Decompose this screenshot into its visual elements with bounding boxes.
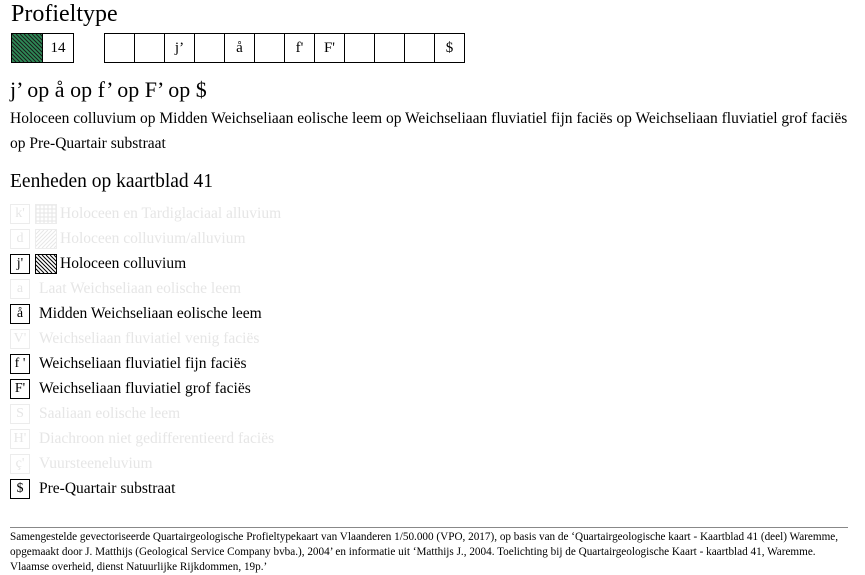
divider [10, 527, 848, 528]
legend-row [10, 326, 281, 351]
legend-row [10, 251, 281, 276]
profile-code-cell: F' [314, 34, 344, 62]
legend-pattern-swatch [35, 229, 57, 249]
units-heading: Eenheden op kaartblad 41 [10, 171, 214, 192]
profile-code-cell: å [224, 34, 254, 62]
legend-code-box: å [10, 304, 30, 324]
profile-description: Holoceen colluvium op Midden Weichseliaan eolische leem op Weichseliaan fluviatiel fijn faciës op Weichseliaan fluviatiel grof faciës op Pre-Quartair substraat [10, 110, 848, 152]
legend-label: Pre-Quartair substraat [39, 479, 176, 497]
legend-pattern-swatch [35, 204, 57, 224]
profile-code-cell: $ [434, 34, 464, 62]
profile-color-swatch [11, 33, 43, 63]
legend-code-box: F' [10, 379, 30, 399]
profile-bar [11, 33, 465, 63]
legend-code-box: d [10, 229, 30, 249]
legend-label: Saaliaan eolische leem [39, 404, 181, 422]
profile-code-cell [105, 34, 134, 62]
legend-row [10, 451, 281, 476]
profile-code-cell: j’ [164, 34, 194, 62]
legend-label: Holoceen en Tardiglaciaal alluvium [60, 204, 282, 222]
legend-code-box: k' [10, 204, 30, 224]
backslash-hatch-icon [36, 255, 56, 273]
legend-row [10, 376, 281, 401]
legend-label: Diachroon niet gedifferentieerd faciës [39, 429, 275, 447]
legend-row [10, 226, 281, 251]
grid-hatch-icon [36, 205, 56, 223]
legend-label: Weichseliaan fluviatiel grof faciës [39, 379, 251, 397]
profile-code-strip [104, 33, 465, 63]
slash-hatch-icon [36, 230, 56, 248]
legend-label: Laat Weichseliaan eolische leem [39, 279, 242, 297]
legend-pattern-swatch [35, 254, 57, 274]
legend-code-box: S [10, 404, 30, 424]
profile-code-cell [134, 34, 164, 62]
legend-code-box: a [10, 279, 30, 299]
unit-legend [10, 201, 281, 501]
legend-row [10, 301, 281, 326]
profile-code-heading: j’ op å op f’ op F’ op $ [10, 77, 207, 102]
legend-code-box: $ [10, 479, 30, 499]
profile-code-cell: f' [284, 34, 314, 62]
legend-code-box: V' [10, 329, 30, 349]
legend-label: Holoceen colluvium/alluvium [60, 229, 246, 247]
legend-label: Weichseliaan fluviatiel venig faciës [39, 329, 260, 347]
legend-label: Midden Weichseliaan eolische leem [39, 304, 262, 322]
legend-code-box: f ' [10, 354, 30, 374]
legend-label: Holoceen colluvium [60, 254, 187, 272]
profile-code-cell [374, 34, 404, 62]
legend-row [10, 476, 281, 501]
legend-row [10, 276, 281, 301]
legend-code-box: H' [10, 429, 30, 449]
legend-label: Weichseliaan fluviatiel fijn faciës [39, 354, 247, 372]
backslash-hatch-icon [12, 34, 42, 62]
profile-code-cell [404, 34, 434, 62]
profile-code-cell [194, 34, 224, 62]
page-title: Profieltype [11, 1, 118, 27]
profile-count: 14 [43, 33, 74, 63]
legend-label: Vuursteeneluvium [39, 454, 153, 472]
legend-code-box: j' [10, 254, 30, 274]
legend-row [10, 201, 281, 226]
source-citation: Samengestelde gevectoriseerde Quartairgeologische Profieltypekaart van Vlaanderen 1/50.000 (VPO, 2017), op basis van de ‘Quartairgeologische kaart - Kaartblad 41 (deel) Waremme, opgemaakt door J. Matthijs (Geological Service Company bvba.), 2004’ en informatie uit ‘Matthijs J., 2004. Toelichting bij de Quartairgeologische Kaart - kaartblad 41, Waremme. Vlaamse overheid, dienst Natuurlijke Rijkdommen, 19p.’ [10, 531, 839, 573]
profile-code-cell [344, 34, 374, 62]
legend-code-box: ç' [10, 454, 30, 474]
legend-row [10, 351, 281, 376]
profile-code-cell [254, 34, 284, 62]
legend-row [10, 426, 281, 451]
legend-row [10, 401, 281, 426]
